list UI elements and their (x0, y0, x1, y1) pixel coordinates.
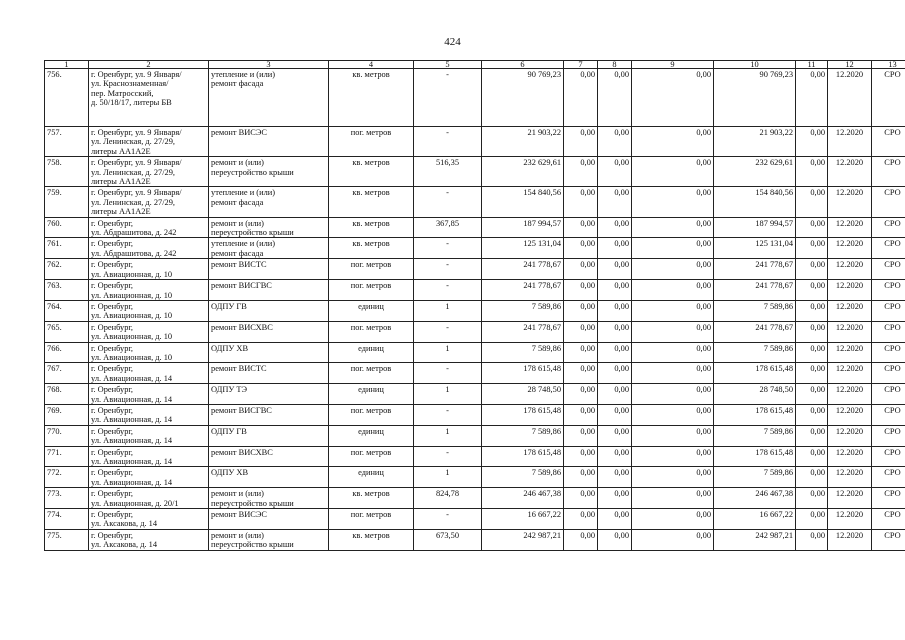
funding-col10-cell: 7 589,86 (714, 342, 796, 363)
unit-cell: пог. метров (329, 321, 414, 342)
total-cost-cell: 90 769,23 (482, 69, 564, 127)
work-type-cell: ремонт и (или) переустройство крыши (209, 488, 329, 509)
total-cost-cell: 241 778,67 (482, 259, 564, 280)
funding-col9-cell: 0,00 (632, 529, 714, 550)
unit-cost-cell: 0,00 (796, 157, 828, 187)
quantity-cell: - (414, 238, 482, 259)
quantity-cell: - (414, 187, 482, 217)
work-type-cell: утепление и (или) ремонт фасада (209, 238, 329, 259)
funding-col7-cell: 0,00 (564, 488, 598, 509)
address-cell: г. Оренбург, ул. Авиационная, д. 10 (89, 321, 209, 342)
method-cell: СРО (872, 363, 905, 384)
funding-col10-cell: 154 840,56 (714, 187, 796, 217)
column-header: 12 (828, 61, 872, 69)
unit-cell: кв. метров (329, 488, 414, 509)
table-row (45, 280, 905, 301)
funding-col8-cell: 0,00 (598, 384, 632, 405)
total-cost-cell: 28 748,50 (482, 384, 564, 405)
column-header: 4 (329, 61, 414, 69)
funding-col10-cell: 16 667,22 (714, 509, 796, 530)
funding-col7-cell: 0,00 (564, 280, 598, 301)
method-cell: СРО (872, 157, 905, 187)
work-type-cell: ремонт ВИСТС (209, 259, 329, 280)
total-cost-cell: 7 589,86 (482, 300, 564, 321)
total-cost-cell: 241 778,67 (482, 321, 564, 342)
funding-col7-cell: 0,00 (564, 342, 598, 363)
unit-cost-cell: 0,00 (796, 300, 828, 321)
method-cell: СРО (872, 384, 905, 405)
method-cell: СРО (872, 127, 905, 157)
table-row (45, 404, 905, 425)
funding-col9-cell: 0,00 (632, 467, 714, 488)
funding-col10-cell: 241 778,67 (714, 321, 796, 342)
funding-col8-cell: 0,00 (598, 280, 632, 301)
column-header: 6 (482, 61, 564, 69)
funding-col7-cell: 0,00 (564, 509, 598, 530)
funding-col7-cell: 0,00 (564, 300, 598, 321)
table-row (45, 259, 905, 280)
quantity-cell: - (414, 280, 482, 301)
quantity-cell: - (414, 446, 482, 467)
funding-col8-cell: 0,00 (598, 259, 632, 280)
funding-col8-cell: 0,00 (598, 127, 632, 157)
table-row (45, 238, 905, 259)
funding-col9-cell: 0,00 (632, 488, 714, 509)
work-type-cell: ремонт и (или) переустройство крыши (209, 157, 329, 187)
table-row (45, 529, 905, 550)
unit-cost-cell: 0,00 (796, 363, 828, 384)
completion-date-cell: 12.2020 (828, 467, 872, 488)
method-cell: СРО (872, 217, 905, 238)
total-cost-cell: 125 131,04 (482, 238, 564, 259)
address-cell: г. Оренбург, ул. Авиационная, д. 14 (89, 425, 209, 446)
row-number-cell: 775. (45, 529, 89, 550)
unit-cell: пог. метров (329, 509, 414, 530)
completion-date-cell: 12.2020 (828, 321, 872, 342)
row-number-cell: 761. (45, 238, 89, 259)
method-cell: СРО (872, 280, 905, 301)
unit-cost-cell: 0,00 (796, 384, 828, 405)
funding-col9-cell: 0,00 (632, 300, 714, 321)
method-cell: СРО (872, 321, 905, 342)
funding-col8-cell: 0,00 (598, 187, 632, 217)
quantity-cell: 1 (414, 467, 482, 488)
quantity-cell: - (414, 363, 482, 384)
address-cell: г. Оренбург, ул. Аксакова, д. 14 (89, 509, 209, 530)
funding-col7-cell: 0,00 (564, 404, 598, 425)
row-number-cell: 759. (45, 187, 89, 217)
column-header: 9 (632, 61, 714, 69)
unit-cell: кв. метров (329, 238, 414, 259)
total-cost-cell: 242 987,21 (482, 529, 564, 550)
unit-cell: кв. метров (329, 187, 414, 217)
column-number-row (45, 61, 905, 69)
table-row (45, 217, 905, 238)
completion-date-cell: 12.2020 (828, 425, 872, 446)
funding-col9-cell: 0,00 (632, 280, 714, 301)
table-row (45, 363, 905, 384)
method-cell: СРО (872, 342, 905, 363)
unit-cost-cell: 0,00 (796, 127, 828, 157)
row-number-cell: 770. (45, 425, 89, 446)
funding-col7-cell: 0,00 (564, 529, 598, 550)
funding-col7-cell: 0,00 (564, 217, 598, 238)
unit-cell: единиц (329, 300, 414, 321)
address-cell: г. Оренбург, ул. Авиационная, д. 20/1 (89, 488, 209, 509)
address-cell: г. Оренбург, ул. Авиационная, д. 14 (89, 404, 209, 425)
unit-cost-cell: 0,00 (796, 446, 828, 467)
row-number-cell: 762. (45, 259, 89, 280)
funding-col7-cell: 0,00 (564, 259, 598, 280)
quantity-cell: - (414, 127, 482, 157)
funding-col8-cell: 0,00 (598, 446, 632, 467)
table-row (45, 69, 905, 127)
funding-col9-cell: 0,00 (632, 363, 714, 384)
table-row (45, 425, 905, 446)
funding-col10-cell: 90 769,23 (714, 69, 796, 127)
row-number-cell: 758. (45, 157, 89, 187)
row-number-cell: 767. (45, 363, 89, 384)
completion-date-cell: 12.2020 (828, 488, 872, 509)
column-header: 11 (796, 61, 828, 69)
funding-col8-cell: 0,00 (598, 488, 632, 509)
funding-col10-cell: 187 994,57 (714, 217, 796, 238)
unit-cost-cell: 0,00 (796, 404, 828, 425)
completion-date-cell: 12.2020 (828, 342, 872, 363)
funding-col10-cell: 178 615,48 (714, 446, 796, 467)
work-type-cell: утепление и (или) ремонт фасада (209, 69, 329, 127)
quantity-cell: - (414, 404, 482, 425)
funding-col10-cell: 21 903,22 (714, 127, 796, 157)
unit-cell: единиц (329, 342, 414, 363)
method-cell: СРО (872, 425, 905, 446)
funding-col7-cell: 0,00 (564, 363, 598, 384)
completion-date-cell: 12.2020 (828, 259, 872, 280)
completion-date-cell: 12.2020 (828, 238, 872, 259)
funding-col10-cell: 232 629,61 (714, 157, 796, 187)
unit-cell: пог. метров (329, 280, 414, 301)
table-row (45, 157, 905, 187)
method-cell: СРО (872, 446, 905, 467)
completion-date-cell: 12.2020 (828, 363, 872, 384)
quantity-cell: - (414, 509, 482, 530)
total-cost-cell: 187 994,57 (482, 217, 564, 238)
total-cost-cell: 246 467,38 (482, 488, 564, 509)
table-row (45, 300, 905, 321)
funding-col8-cell: 0,00 (598, 342, 632, 363)
quantity-cell: 824,78 (414, 488, 482, 509)
funding-col7-cell: 0,00 (564, 238, 598, 259)
funding-col7-cell: 0,00 (564, 187, 598, 217)
funding-col9-cell: 0,00 (632, 446, 714, 467)
completion-date-cell: 12.2020 (828, 217, 872, 238)
unit-cost-cell: 0,00 (796, 69, 828, 127)
address-cell: г. Оренбург, ул. Авиационная, д. 14 (89, 363, 209, 384)
address-cell: г. Оренбург, ул. 9 Января/ ул. Ленинская, д. 27/29, литеры АА1А2Е (89, 157, 209, 187)
funding-col10-cell: 246 467,38 (714, 488, 796, 509)
completion-date-cell: 12.2020 (828, 127, 872, 157)
row-number-cell: 760. (45, 217, 89, 238)
address-cell: г. Оренбург, ул. Абдрашитова, д. 242 (89, 217, 209, 238)
column-header: 5 (414, 61, 482, 69)
funding-col8-cell: 0,00 (598, 425, 632, 446)
unit-cost-cell: 0,00 (796, 342, 828, 363)
table-row (45, 384, 905, 405)
quantity-cell: 673,50 (414, 529, 482, 550)
unit-cell: пог. метров (329, 404, 414, 425)
funding-col8-cell: 0,00 (598, 404, 632, 425)
quantity-cell: 1 (414, 300, 482, 321)
funding-col8-cell: 0,00 (598, 363, 632, 384)
method-cell: СРО (872, 529, 905, 550)
completion-date-cell: 12.2020 (828, 509, 872, 530)
work-type-cell: ремонт ВИСТС (209, 363, 329, 384)
total-cost-cell: 7 589,86 (482, 342, 564, 363)
work-type-cell: ремонт ВИСЭС (209, 509, 329, 530)
total-cost-cell: 16 667,22 (482, 509, 564, 530)
funding-col10-cell: 28 748,50 (714, 384, 796, 405)
funding-col8-cell: 0,00 (598, 217, 632, 238)
funding-col9-cell: 0,00 (632, 509, 714, 530)
table-row (45, 446, 905, 467)
funding-col7-cell: 0,00 (564, 69, 598, 127)
method-cell: СРО (872, 300, 905, 321)
funding-col7-cell: 0,00 (564, 446, 598, 467)
funding-col8-cell: 0,00 (598, 300, 632, 321)
work-type-cell: ремонт и (или) переустройство крыши (209, 529, 329, 550)
column-header: 2 (89, 61, 209, 69)
table-row (45, 488, 905, 509)
quantity-cell: 1 (414, 384, 482, 405)
row-number-cell: 757. (45, 127, 89, 157)
total-cost-cell: 178 615,48 (482, 446, 564, 467)
unit-cost-cell: 0,00 (796, 321, 828, 342)
funding-col10-cell: 7 589,86 (714, 467, 796, 488)
total-cost-cell: 241 778,67 (482, 280, 564, 301)
unit-cell: кв. метров (329, 69, 414, 127)
funding-col8-cell: 0,00 (598, 529, 632, 550)
address-cell: г. Оренбург, ул. Авиационная, д. 10 (89, 280, 209, 301)
funding-col9-cell: 0,00 (632, 321, 714, 342)
completion-date-cell: 12.2020 (828, 157, 872, 187)
unit-cost-cell: 0,00 (796, 488, 828, 509)
work-type-cell: ремонт ВИСХВС (209, 446, 329, 467)
table-row (45, 342, 905, 363)
completion-date-cell: 12.2020 (828, 404, 872, 425)
column-header: 7 (564, 61, 598, 69)
table-row (45, 509, 905, 530)
funding-col8-cell: 0,00 (598, 69, 632, 127)
row-number-cell: 769. (45, 404, 89, 425)
funding-col9-cell: 0,00 (632, 425, 714, 446)
funding-col7-cell: 0,00 (564, 127, 598, 157)
funding-col9-cell: 0,00 (632, 157, 714, 187)
total-cost-cell: 178 615,48 (482, 363, 564, 384)
unit-cell: пог. метров (329, 363, 414, 384)
total-cost-cell: 232 629,61 (482, 157, 564, 187)
row-number-cell: 771. (45, 446, 89, 467)
quantity-cell: 1 (414, 342, 482, 363)
work-type-cell: ремонт ВИСГВС (209, 280, 329, 301)
row-number-cell: 764. (45, 300, 89, 321)
work-type-cell: ОДПУ ТЭ (209, 384, 329, 405)
funding-col10-cell: 7 589,86 (714, 300, 796, 321)
funding-col9-cell: 0,00 (632, 217, 714, 238)
row-number-cell: 773. (45, 488, 89, 509)
unit-cell: пог. метров (329, 127, 414, 157)
method-cell: СРО (872, 488, 905, 509)
unit-cell: единиц (329, 425, 414, 446)
funding-col7-cell: 0,00 (564, 321, 598, 342)
quantity-cell: - (414, 69, 482, 127)
unit-cell: пог. метров (329, 259, 414, 280)
funding-col9-cell: 0,00 (632, 69, 714, 127)
completion-date-cell: 12.2020 (828, 446, 872, 467)
unit-cost-cell: 0,00 (796, 187, 828, 217)
table-row (45, 127, 905, 157)
unit-cost-cell: 0,00 (796, 529, 828, 550)
address-cell: г. Оренбург, ул. Авиационная, д. 10 (89, 259, 209, 280)
quantity-cell: 367,85 (414, 217, 482, 238)
funding-col8-cell: 0,00 (598, 321, 632, 342)
funding-col9-cell: 0,00 (632, 384, 714, 405)
unit-cost-cell: 0,00 (796, 467, 828, 488)
total-cost-cell: 154 840,56 (482, 187, 564, 217)
completion-date-cell: 12.2020 (828, 300, 872, 321)
funding-col8-cell: 0,00 (598, 509, 632, 530)
column-header: 10 (714, 61, 796, 69)
page-number: 424 (444, 36, 461, 48)
method-cell: СРО (872, 509, 905, 530)
column-header: 1 (45, 61, 89, 69)
method-cell: СРО (872, 404, 905, 425)
method-cell: СРО (872, 467, 905, 488)
address-cell: г. Оренбург, ул. Аксакова, д. 14 (89, 529, 209, 550)
funding-col7-cell: 0,00 (564, 384, 598, 405)
unit-cell: пог. метров (329, 446, 414, 467)
row-number-cell: 774. (45, 509, 89, 530)
completion-date-cell: 12.2020 (828, 69, 872, 127)
funding-col9-cell: 0,00 (632, 259, 714, 280)
funding-col7-cell: 0,00 (564, 467, 598, 488)
address-cell: г. Оренбург, ул. Авиационная, д. 14 (89, 446, 209, 467)
unit-cost-cell: 0,00 (796, 259, 828, 280)
table-row (45, 187, 905, 217)
unit-cell: единиц (329, 467, 414, 488)
funding-col9-cell: 0,00 (632, 238, 714, 259)
work-type-cell: ремонт ВИСХВС (209, 321, 329, 342)
unit-cost-cell: 0,00 (796, 238, 828, 259)
quantity-cell: 516,35 (414, 157, 482, 187)
quantity-cell: - (414, 259, 482, 280)
address-cell: г. Оренбург, ул. 9 Января/ ул. Ленинская, д. 27/29, литеры АА1А2Е (89, 187, 209, 217)
total-cost-cell: 178 615,48 (482, 404, 564, 425)
funding-col8-cell: 0,00 (598, 157, 632, 187)
work-type-cell: ремонт ВИСЭС (209, 127, 329, 157)
column-header: 3 (209, 61, 329, 69)
row-number-cell: 763. (45, 280, 89, 301)
row-number-cell: 766. (45, 342, 89, 363)
funding-col8-cell: 0,00 (598, 467, 632, 488)
completion-date-cell: 12.2020 (828, 187, 872, 217)
address-cell: г. Оренбург, ул. Авиационная, д. 10 (89, 300, 209, 321)
funding-col7-cell: 0,00 (564, 157, 598, 187)
table-row (45, 321, 905, 342)
address-cell: г. Оренбург, ул. Абдрашитова, д. 242 (89, 238, 209, 259)
funding-col9-cell: 0,00 (632, 342, 714, 363)
total-cost-cell: 21 903,22 (482, 127, 564, 157)
capital-repair-table (44, 60, 905, 551)
funding-col9-cell: 0,00 (632, 127, 714, 157)
address-cell: г. Оренбург, ул. 9 Января/ ул. Краснознаменная/ пер. Матросский, д. 50/18/17, литеры БВ (89, 69, 209, 127)
unit-cost-cell: 0,00 (796, 280, 828, 301)
quantity-cell: 1 (414, 425, 482, 446)
work-type-cell: ОДПУ ГВ (209, 300, 329, 321)
funding-col8-cell: 0,00 (598, 238, 632, 259)
unit-cost-cell: 0,00 (796, 509, 828, 530)
funding-col10-cell: 241 778,67 (714, 259, 796, 280)
funding-col9-cell: 0,00 (632, 187, 714, 217)
unit-cell: кв. метров (329, 529, 414, 550)
total-cost-cell: 7 589,86 (482, 425, 564, 446)
unit-cell: единиц (329, 384, 414, 405)
quantity-cell: - (414, 321, 482, 342)
completion-date-cell: 12.2020 (828, 280, 872, 301)
funding-col9-cell: 0,00 (632, 404, 714, 425)
unit-cell: кв. метров (329, 157, 414, 187)
funding-col10-cell: 178 615,48 (714, 363, 796, 384)
address-cell: г. Оренбург, ул. 9 Января/ ул. Ленинская, д. 27/29, литеры АА1А2Е (89, 127, 209, 157)
funding-col10-cell: 7 589,86 (714, 425, 796, 446)
method-cell: СРО (872, 187, 905, 217)
funding-col10-cell: 242 987,21 (714, 529, 796, 550)
work-type-cell: ОДПУ ГВ (209, 425, 329, 446)
address-cell: г. Оренбург, ул. Авиационная, д. 14 (89, 467, 209, 488)
work-type-cell: ремонт и (или) переустройство крыши (209, 217, 329, 238)
work-type-cell: ремонт ВИСГВС (209, 404, 329, 425)
work-type-cell: ОДПУ ХВ (209, 342, 329, 363)
row-number-cell: 756. (45, 69, 89, 127)
address-cell: г. Оренбург, ул. Авиационная, д. 14 (89, 384, 209, 405)
method-cell: СРО (872, 69, 905, 127)
unit-cost-cell: 0,00 (796, 425, 828, 446)
table-row (45, 467, 905, 488)
row-number-cell: 768. (45, 384, 89, 405)
work-type-cell: утепление и (или) ремонт фасада (209, 187, 329, 217)
column-header: 8 (598, 61, 632, 69)
unit-cell: кв. метров (329, 217, 414, 238)
funding-col10-cell: 241 778,67 (714, 280, 796, 301)
row-number-cell: 765. (45, 321, 89, 342)
completion-date-cell: 12.2020 (828, 529, 872, 550)
funding-col10-cell: 178 615,48 (714, 404, 796, 425)
work-type-cell: ОДПУ ХВ (209, 467, 329, 488)
total-cost-cell: 7 589,86 (482, 467, 564, 488)
funding-col10-cell: 125 131,04 (714, 238, 796, 259)
funding-col7-cell: 0,00 (564, 425, 598, 446)
unit-cost-cell: 0,00 (796, 217, 828, 238)
method-cell: СРО (872, 259, 905, 280)
column-header: 13 (872, 61, 905, 69)
method-cell: СРО (872, 238, 905, 259)
row-number-cell: 772. (45, 467, 89, 488)
completion-date-cell: 12.2020 (828, 384, 872, 405)
address-cell: г. Оренбург, ул. Авиационная, д. 10 (89, 342, 209, 363)
